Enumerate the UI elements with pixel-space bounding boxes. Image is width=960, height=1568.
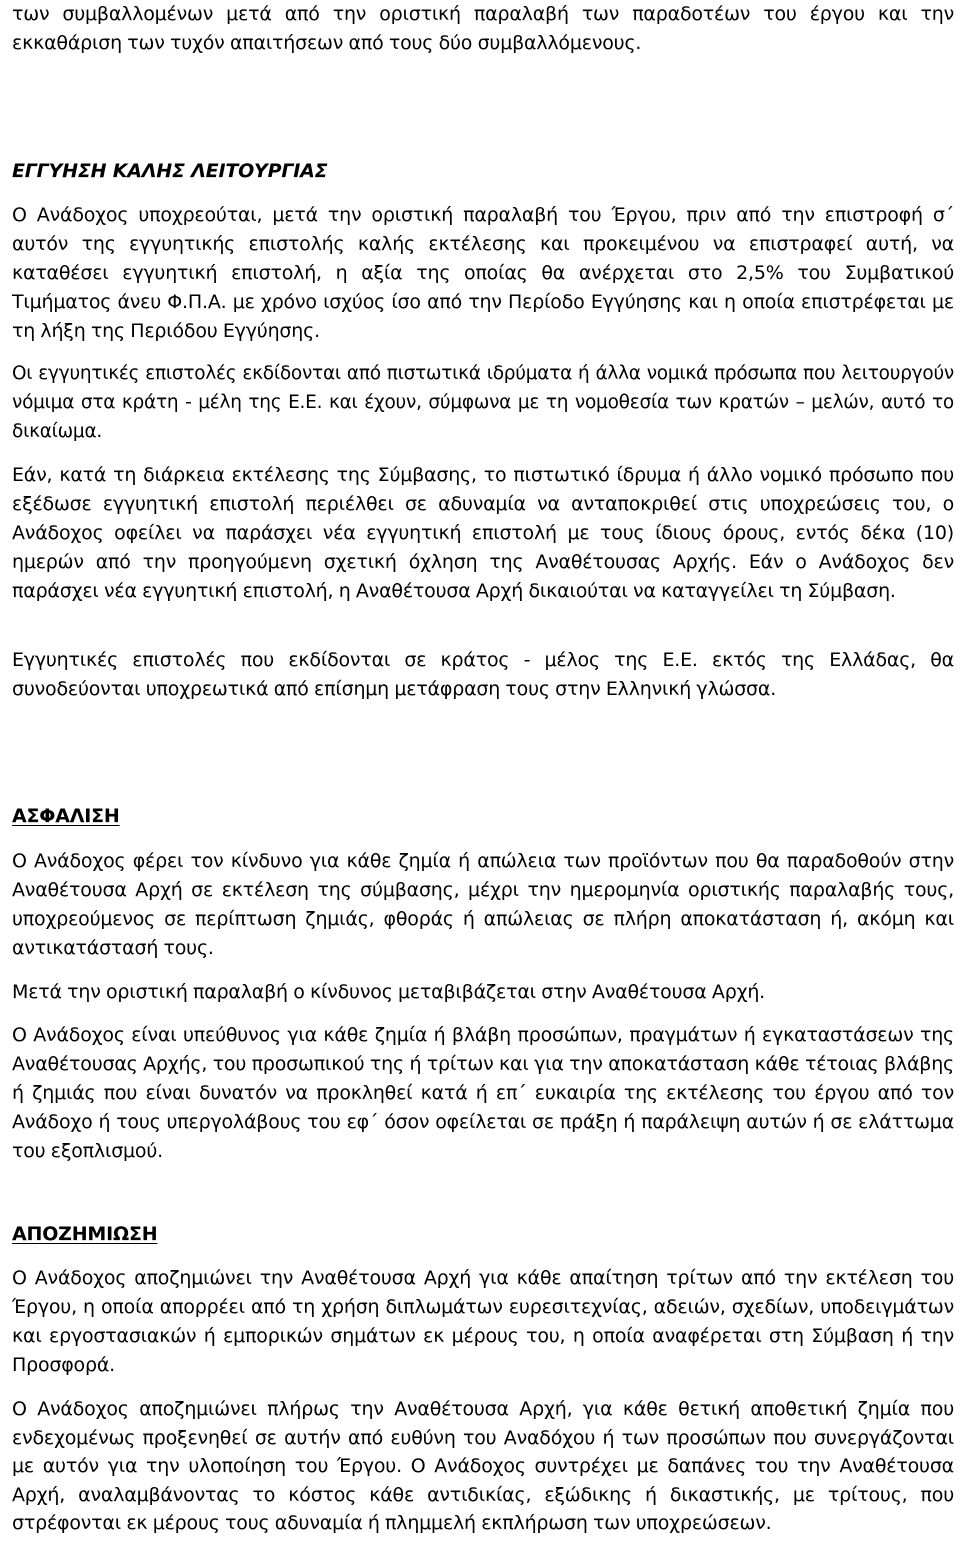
- compensation-paragraph-1: Ο Ανάδοχος αποζημιώνει την Αναθέτουσα Αρχή για κάθε απαίτηση τρίτων από την εκτέλεση του Έργου, η οποία απορρέει από τη χρήση διπλωμάτων ευρεσιτεχνίας, αδειών, σχεδίων, υποδειγμάτων και εργοστασιακών ή εμπορικών σημάτων εκ μέρους του, η οποία αναφέρεται στη Σύμβαση ή την Προσφορά.: [12, 1267, 954, 1376]
- guarantee-paragraph-4: Εγγυητικές επιστολές που εκδίδονται σε κράτος - μέλος της Ε.Ε. εκτός της Ελλάδας, θα συνοδεύονται υποχρεωτικά από επίσημη μετάφραση τους στην Ελληνική γλώσσα.: [12, 649, 954, 700]
- insurance-paragraph-3: Ο Ανάδοχος είναι υπεύθυνος για κάθε ζημία ή βλάβη προσώπων, πραγμάτων ή εγκαταστάσεων της Αναθέτουσας Αρχής, του προσωπικού της ή τρίτων και για την αποκατάσταση κάθε τέτοιας βλάβης ή ζημιάς που είναι δυνατόν να προκληθεί κατά ή επ΄ ευκαιρία της εκτέλεσης του έργου από τον Ανάδοχο ή τους υπεργολάβους του εφ΄ όσον οφείλεται σε πράξη ή παράλειψη αυτών ή σε ελάττωμα του εξοπλισμού.: [12, 1024, 954, 1162]
- guarantee-paragraph-1: Ο Ανάδοχος υποχρεούται, μετά την οριστική παραλαβή του Έργου, πριν από την επιστροφή σ΄ αυτόν της εγγυητικής επιστολής καλής εκτέλεσης και προκειμένου να επιστραφεί αυτή, να καταθέσει εγγυητική επιστολή, η αξία της οποίας θα ανέρχεται στο 2,5% του Συμβατικού Τιμήματος άνευ Φ.Π.Α. με χρόνο ισχύος ίσο από την Περίοδο Εγγύησης και η οποία επιστρέφεται με τη λήξη της Περιόδου Εγγύησης.: [12, 204, 954, 342]
- guarantee-paragraph-3: Εάν, κατά τη διάρκεια εκτέλεσης της Σύμβασης, το πιστωτικό ίδρυμα ή άλλο νομικό πρόσωπο που εξέδωσε εγγυητική επιστολή περιέλθει σε αδυναμία να ανταποκριθεί στις υποχρεώσεις του, ο Ανάδοχος οφείλει να παράσχει νέα εγγυητική επιστολή με τους ίδιους όρους, εντός δέκα (10) ημερών από την προηγούμενη σχετική όχληση της Αναθέτουσας Αρχής. Εάν ο Ανάδοχος δεν παράσχει νέα εγγυητική επιστολή, η Αναθέτουσα Αρχή δικαιούται να καταγγείλει τη Σύμβαση.: [12, 464, 954, 602]
- guarantee-heading: ΕΓΓΥΗΣΗ ΚΑΛΗΣ ΛΕΙΤΟΥΡΓΙΑΣ: [12, 160, 328, 182]
- guarantee-paragraph-2: Οι εγγυητικές επιστολές εκδίδονται από πιστωτικά ιδρύματα ή άλλα νομικά πρόσωπα που λειτουργούν νόμιμα στα κράτη - μέλη της Ε.Ε. και έχουν, σύμφωνα με τη νομοθεσία των κρατών – μελών, αυτό το δικαίωμα.: [12, 363, 954, 442]
- intro-fragment-paragraph: των συμβαλλομένων μετά από την οριστική παραλαβή των παραδοτέων του έργου και την εκκαθάριση των τυχόν απαιτήσεων από τους δύο συμβαλλόμενους.: [12, 3, 954, 54]
- insurance-heading: ΑΣΦΑΛΙΣΗ: [12, 805, 120, 827]
- compensation-heading: ΑΠΟΖΗΜΙΩΣΗ: [12, 1223, 158, 1245]
- compensation-paragraph-2: Ο Ανάδοχος αποζημιώνει πλήρως την Αναθέτουσα Αρχή, για κάθε θετική αποθετική ζημία που ενδεχομένως προξενηθεί σε αυτήν από ευθύνη του Αναδόχου ή των προσώπων που συνεργάζονται με αυτόν για την υλοποίηση του Έργου. Ο Ανάδοχος συντρέχει με δαπάνες του την Αναθέτουσα Αρχή, αναλαμβάνοντας το κόστος κάθε αντιδικίας, εξώδικης ή δικαστικής, με τρίτους, που στρέφονται εκ μέρους τους αδυναμία ή πλημμελή εκπλήρωση των υποχρεώσεων.: [12, 1398, 954, 1534]
- insurance-paragraph-1: Ο Ανάδοχος φέρει τον κίνδυνο για κάθε ζημία ή απώλεια των προϊόντων που θα παραδοθούν στην Αναθέτουσα Αρχή σε εκτέλεση της σύμβασης, μέχρι την ημερομηνία οριστικής παραλαβής τους, υποχρεούμενος σε περίπτωση ζημιάς, φθοράς ή απώλειας σε πλήρη αποκατάσταση ή, ακόμη και αντικατάστασή τους.: [12, 850, 954, 959]
- insurance-paragraph-2: Μετά την οριστική παραλαβή ο κίνδυνος μεταβιβάζεται στην Αναθέτουσα Αρχή.: [12, 981, 766, 1003]
